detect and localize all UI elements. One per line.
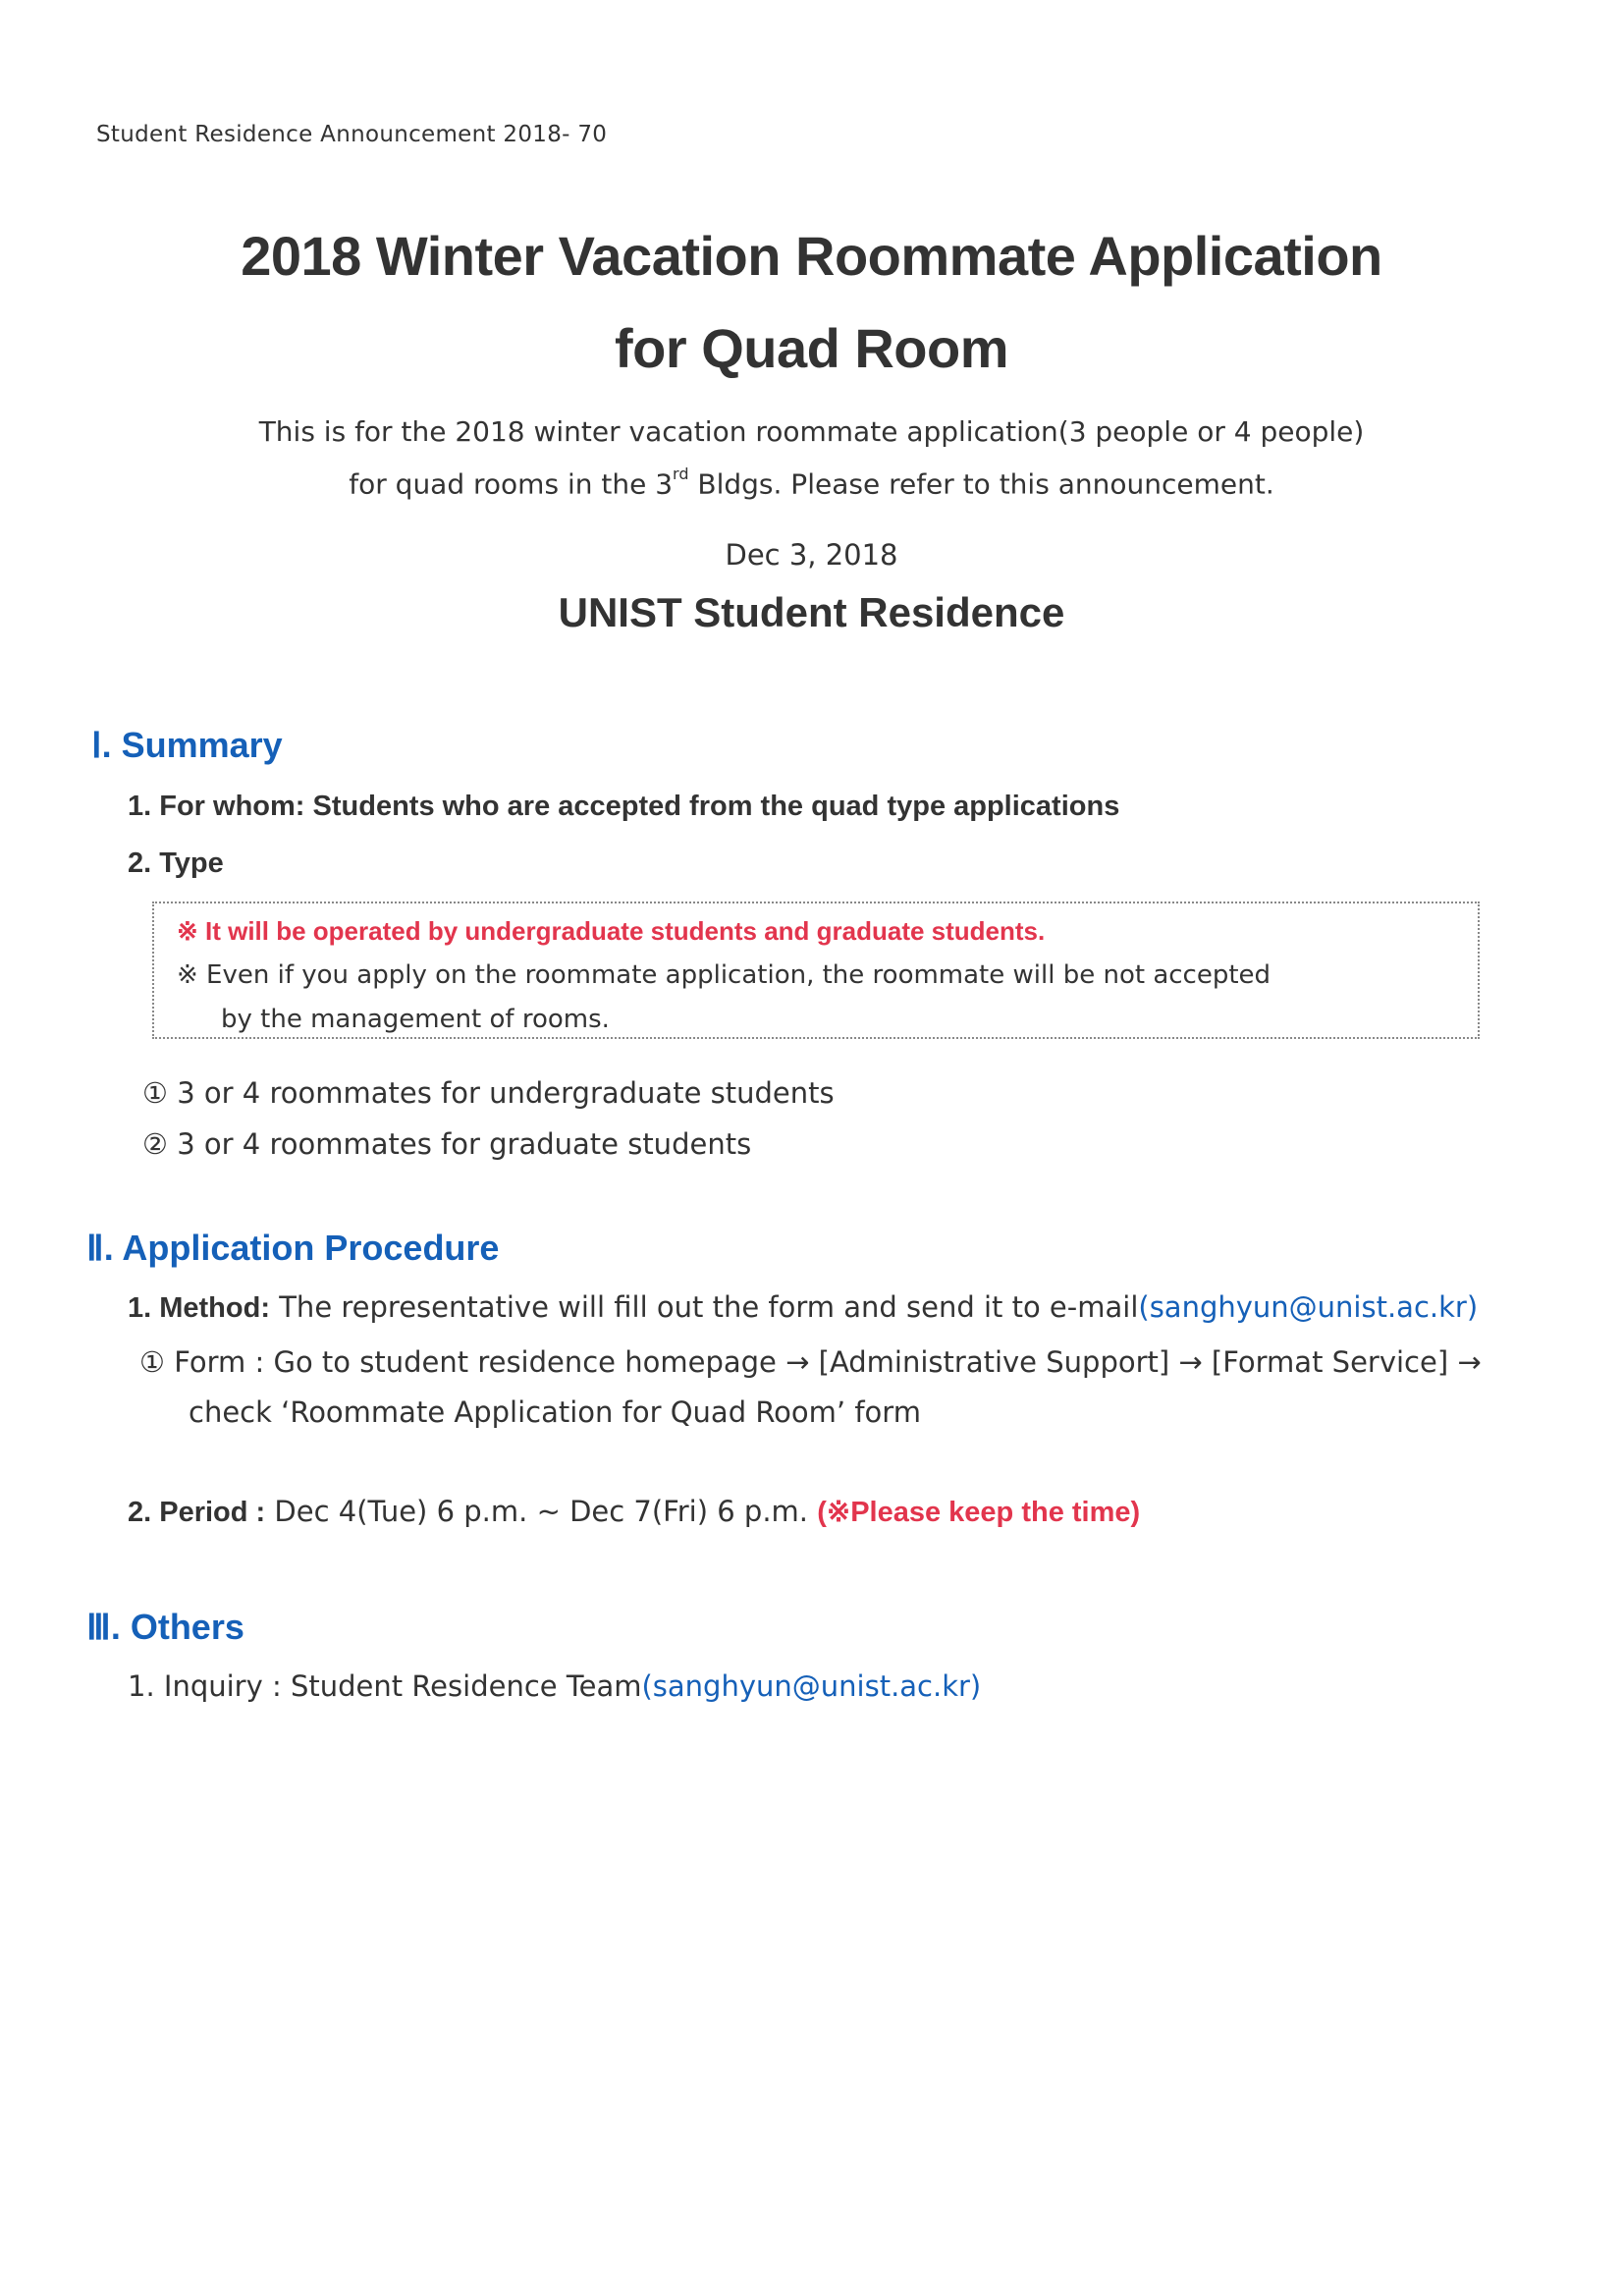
form-instructions-line-2: check ‘Roommate Application for Quad Room’ form [189, 1395, 921, 1429]
section-heading-summary: Ⅰ. Summary [91, 725, 283, 765]
type-option-graduate: ② 3 or 4 roommates for graduate students [142, 1127, 752, 1161]
summary-for-whom [128, 791, 1119, 823]
method-line [128, 1290, 1478, 1325]
type-option-undergraduate: ① 3 or 4 roommates for undergraduate students [142, 1076, 835, 1110]
method-email-link[interactable]: (sanghyun@unist.ac.kr) [1138, 1290, 1479, 1324]
intro-line-2-end: Bldgs. Please refer to this announcement. [688, 467, 1274, 501]
method-label: 1. Method: [128, 1292, 270, 1324]
intro-line-1: This is for the 2018 winter vacation roommate application(3 people or 4 people) [258, 415, 1365, 448]
period-warning: (※Please keep the time) [817, 1497, 1141, 1528]
notice-red-line: ※ It will be operated by undergraduate students and graduate students. [177, 916, 1046, 946]
section-heading-application-procedure: Ⅱ. Application Procedure [86, 1228, 500, 1268]
section-heading-others: Ⅲ. Others [86, 1607, 244, 1647]
inquiry-text: 1. Inquiry : Student Residence Team [128, 1669, 642, 1703]
period-line [128, 1495, 1140, 1529]
notice-line-2: ※ Even if you apply on the roommate application, the roommate will be not accepted [177, 960, 1271, 990]
inquiry-line [128, 1669, 981, 1703]
intro-line-2-start: for quad rooms in the 3 [349, 467, 674, 501]
period-text: Dec 4(Tue) 6 p.m. ~ Dec 7(Fri) 6 p.m. [265, 1495, 818, 1528]
period-label: 2. Period : [128, 1497, 266, 1528]
page-title-line-2: for Quad Room [614, 317, 1009, 379]
form-instructions-line-1: ① Form : Go to student residence homepage → [Administrative Support] → [Format Service] → [139, 1345, 1482, 1379]
summary-type-label: 2. Type [128, 847, 224, 879]
notice-line-3: by the management of rooms. [221, 1005, 610, 1034]
ordinal-suffix: rd [673, 465, 689, 483]
method-text: The representative will fill out the form and send it to e-mail [270, 1290, 1139, 1324]
intro-line-2 [0, 455, 1623, 508]
organization-name: UNIST Student Residence [558, 589, 1065, 635]
for-whom-text: Students who are accepted from the quad type applications [304, 791, 1120, 822]
inquiry-email-link[interactable]: (sanghyun@unist.ac.kr) [641, 1669, 982, 1703]
page-title-line-1: 2018 Winter Vacation Roommate Application [241, 225, 1382, 287]
announcement-date: Dec 3, 2018 [725, 538, 898, 572]
announcement-number: Student Residence Announcement 2018- 70 [96, 122, 608, 147]
for-whom-label: 1. For whom: [128, 791, 305, 822]
